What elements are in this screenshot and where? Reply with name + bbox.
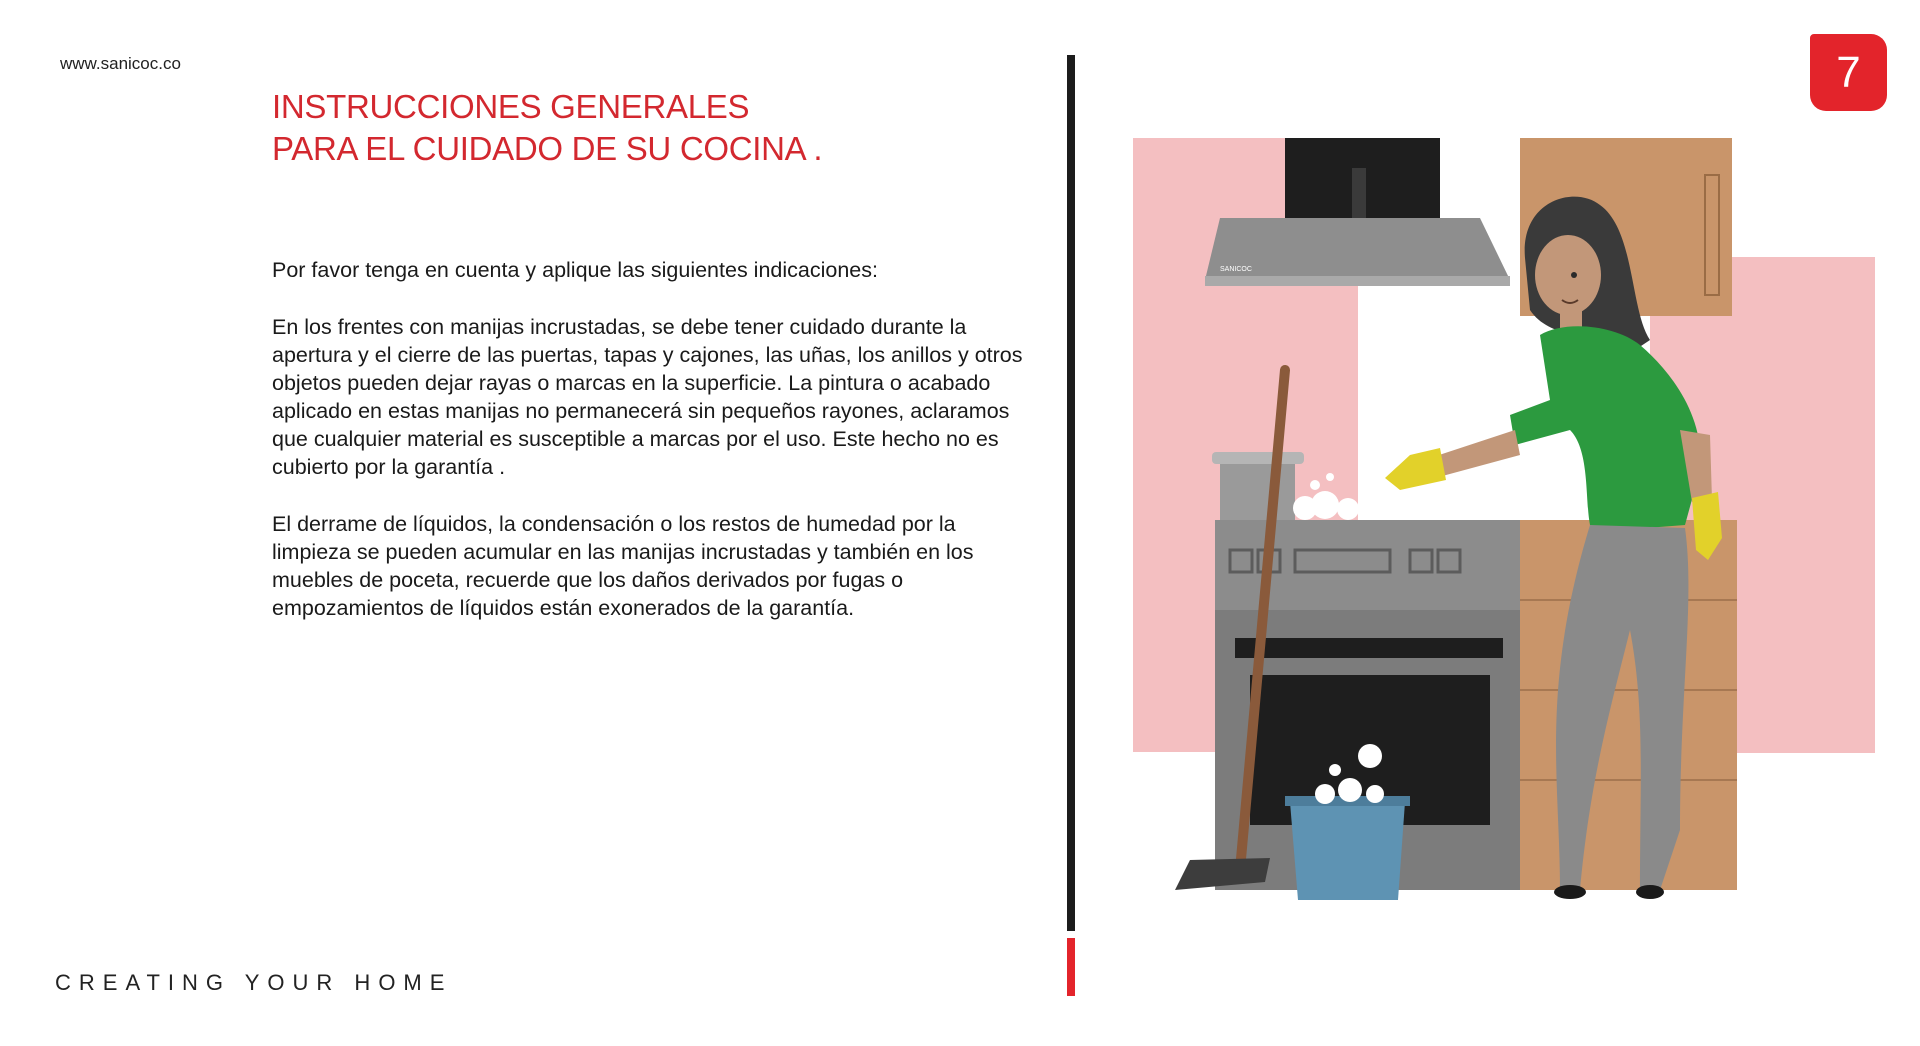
cooking-pot: [1220, 460, 1295, 520]
intro-paragraph: Por favor tenga en cuenta y aplique las siguientes indicaciones:: [272, 258, 878, 282]
woman-shoe-left: [1554, 885, 1586, 899]
page-title: [272, 86, 822, 170]
footer-tagline: CREATING YOUR HOME: [55, 970, 453, 995]
kitchen-cleaning-illustration: [1120, 130, 1880, 910]
page-number-badge: [1810, 34, 1887, 111]
bucket: [1290, 802, 1405, 900]
page-number: 7: [1836, 47, 1861, 97]
cleaning-glove-left: [1385, 448, 1446, 490]
oven-handle: [1235, 638, 1503, 658]
vertical-divider: [1067, 55, 1075, 931]
site-url[interactable]: www.sanicoc.co: [60, 54, 181, 73]
body-text: [272, 256, 1032, 651]
vertical-divider-accent: [1067, 938, 1075, 996]
care-paragraph-handles: En los frentes con manijas incrustadas, se debe tener cuidado durante la apertura y el cierre de las puertas, tapas y cajones, las uñas, los anillos y otros objetos pueden dejar rayas o marcas en la superficie. La pintura o acabado aplicado en estas manijas no permanecerá sin pequeños rayones, aclaramos que cualquier material es susceptible a marcas por el uso. Este hecho no es cubierto por la garantía .: [272, 315, 1023, 479]
hood-brand-label: SANICOC: [1220, 266, 1252, 273]
care-paragraph-liquids: El derrame de líquidos, la condensación o los restos de humedad por la limpieza se pueden acumular en las manijas incrustadas y también en los muebles de poceta, recuerde que los daños derivados por fugas o empozamientos de líquidos están exonerados de la garantía.: [272, 512, 974, 620]
woman-shoe-right: [1636, 885, 1664, 899]
title-line-1: INSTRUCCIONES GENERALES: [272, 88, 750, 125]
title-line-2: PARA EL CUIDADO DE SU COCINA .: [272, 130, 823, 167]
